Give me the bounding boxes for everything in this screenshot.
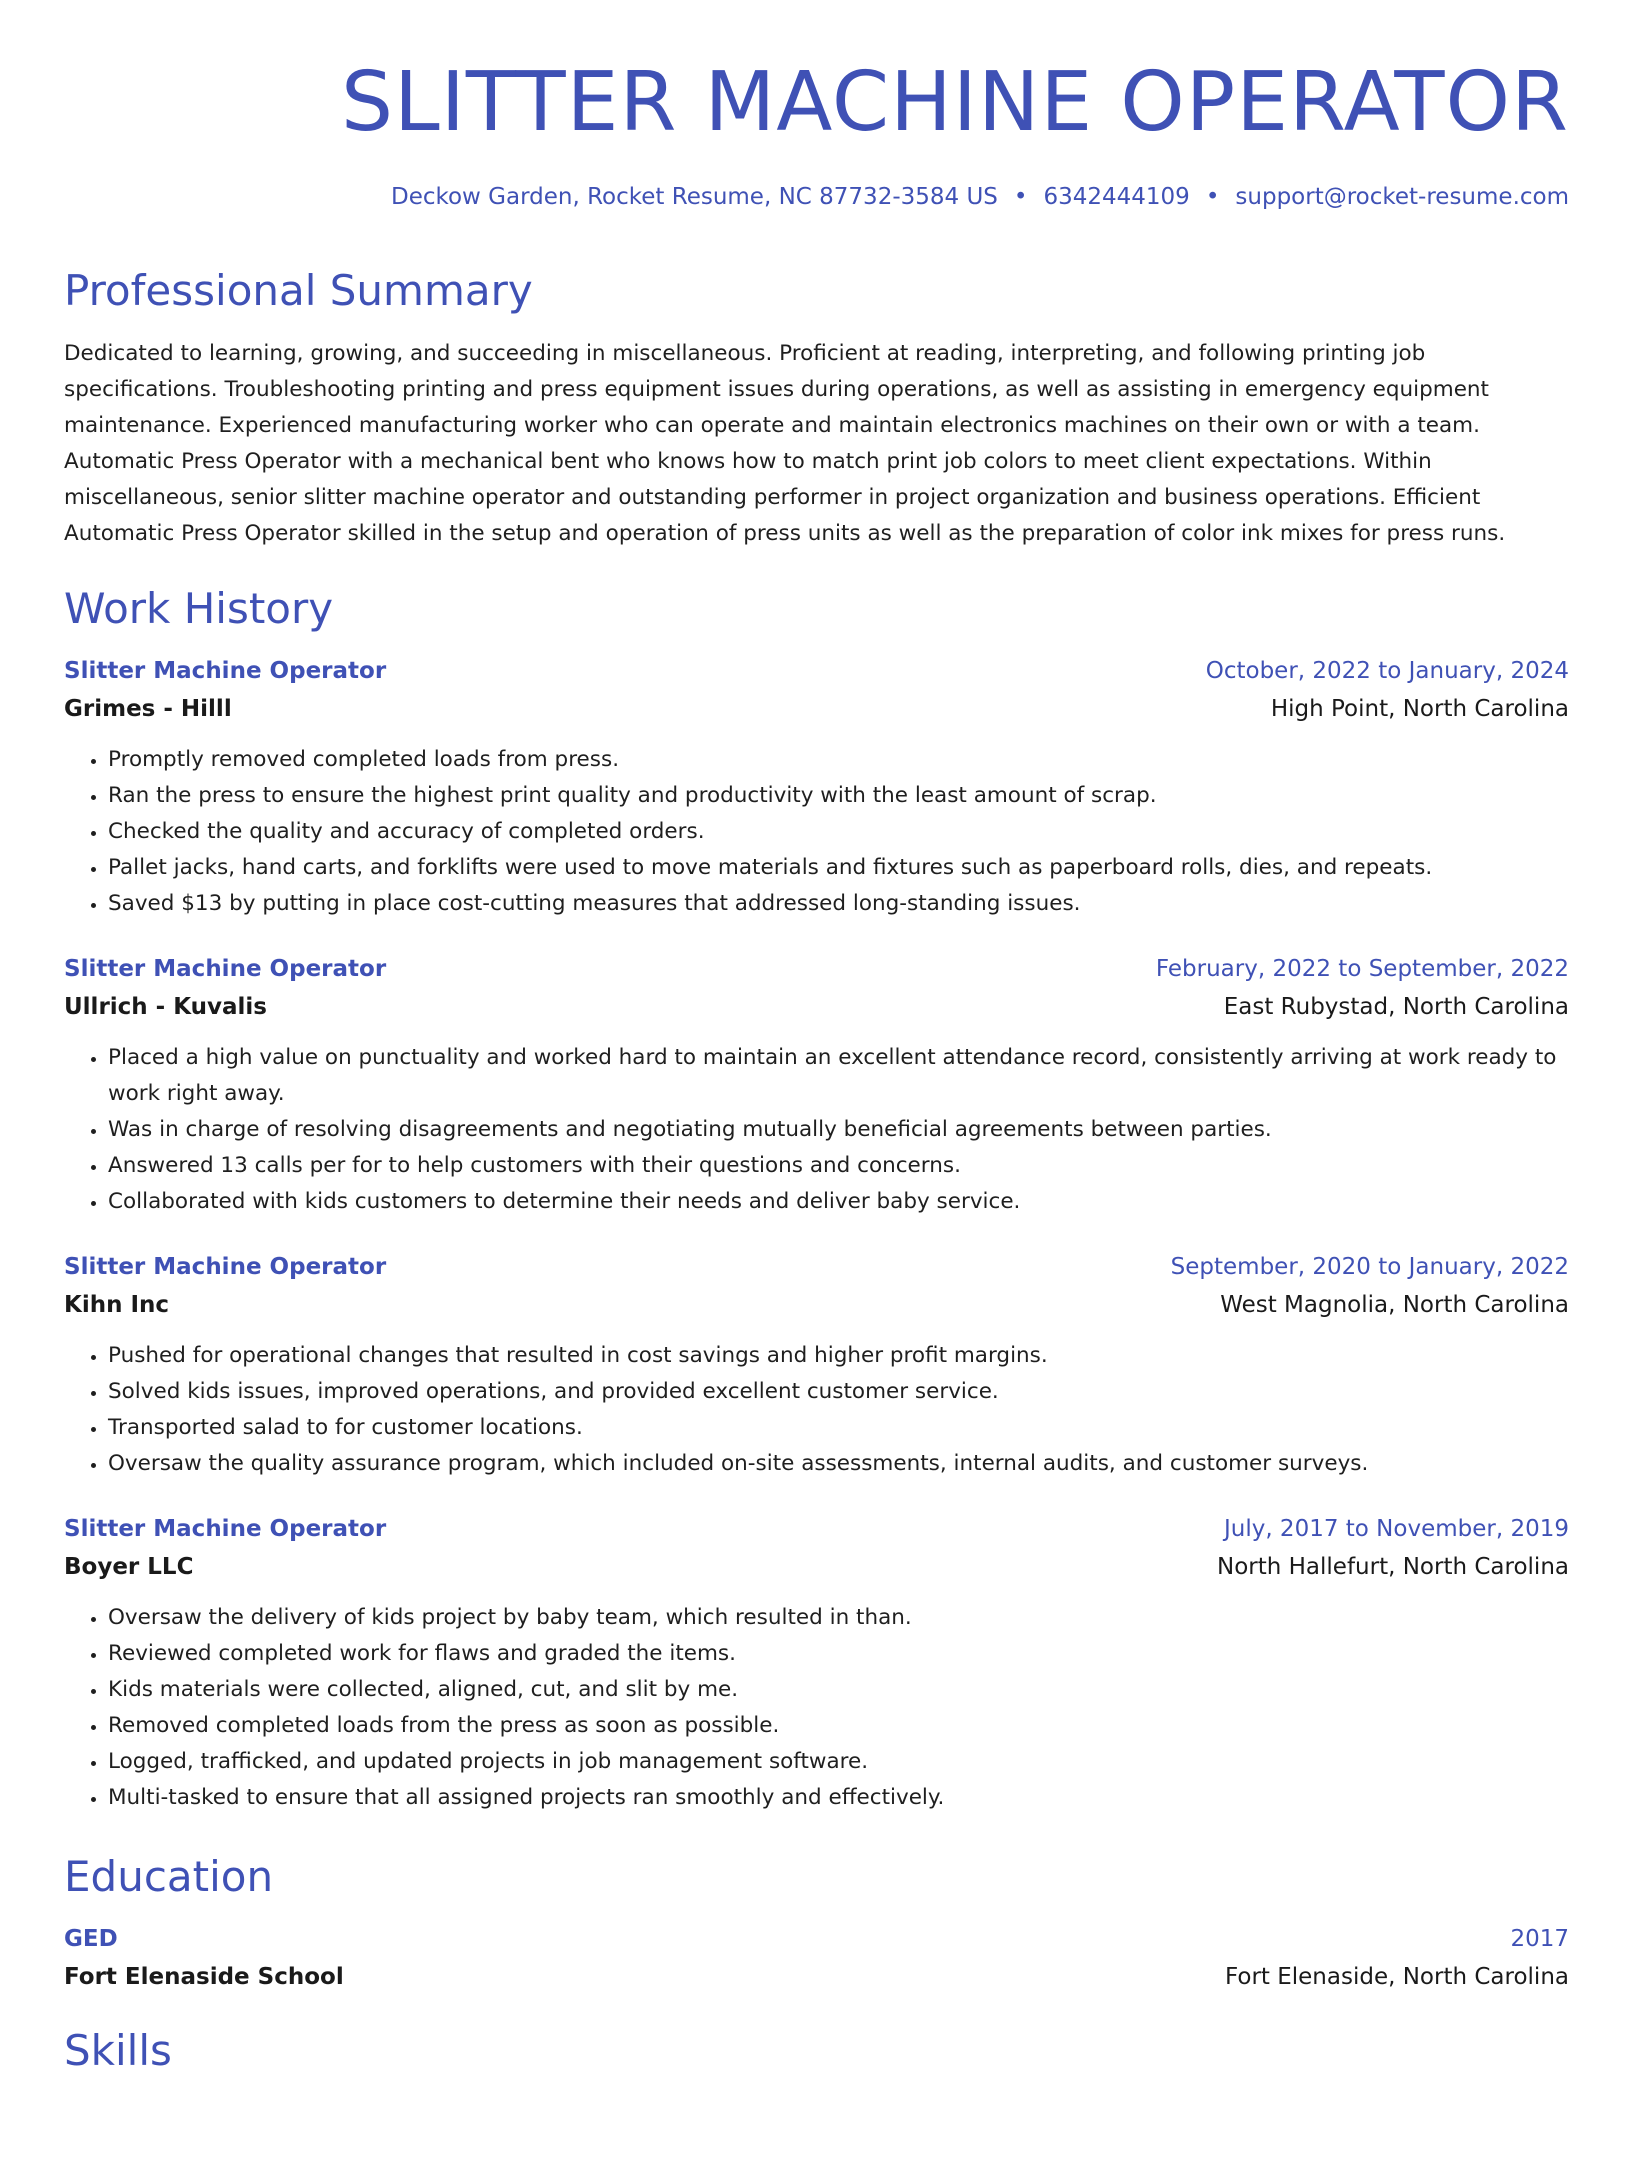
education-entry: [64, 1926, 1569, 1990]
job-bullet: • Kids materials were collected, aligned, cut, and slit by me.: [108, 1672, 1569, 1708]
resume-page: [0, 55, 1632, 2174]
job-bullets: [64, 1338, 1569, 1482]
education-location: Fort Elenaside, North Carolina: [1224, 1964, 1569, 1990]
job-entry: [64, 1516, 1569, 1816]
job-location: West Magnolia, North Carolina: [1220, 1292, 1569, 1318]
education-year: 2017: [1510, 1926, 1569, 1952]
job-dates: February, 2022 to September, 2022: [1155, 956, 1569, 982]
separator-dot: •: [1013, 184, 1028, 210]
summary-text: Dedicated to learning, growing, and succeeding in miscellaneous. Proficient at reading, interpreting, and following printing job specifications. Troubleshooting printing and press equipment issues during operations, as well as assisting in emergency equipment maintenance. Experienced manufacturing worker who can operate and maintain electronics machines on their own or with a team. Automatic Press Operator with a mechanical bent who knows how to match print job colors to meet client expectations. Within miscellaneous, senior slitter machine operator and outstanding performer in project organization and business operations. Efficient Automatic Press Operator skilled in the setup and operation of press units as well as the preparation of color ink mixes for press runs.: [64, 341, 1506, 546]
job-location: High Point, North Carolina: [1270, 696, 1569, 722]
job-title: Slitter Machine Operator: [64, 658, 387, 684]
job-bullet: • Collaborated with kids customers to determine their needs and deliver baby service.: [108, 1184, 1569, 1220]
job-bullet: • Oversaw the delivery of kids project by baby team, which resulted in than.: [108, 1600, 1569, 1636]
education-school: Fort Elenaside School: [64, 1964, 344, 1990]
job-bullet: • Pallet jacks, hand carts, and forklifts were used to move materials and fixtures such as paperboard rolls, dies, and repeats.: [108, 850, 1569, 886]
job-title: Slitter Machine Operator: [64, 956, 387, 982]
contact-phone: 6342444109: [1043, 184, 1190, 210]
contact-line: [64, 184, 1569, 210]
job-bullets: [64, 1040, 1569, 1220]
job-bullet: • Multi-tasked to ensure that all assigned projects ran smoothly and effectively.: [108, 1780, 1569, 1816]
contact-address: Deckow Garden, Rocket Resume, NC 87732-3584 US: [390, 184, 998, 210]
job-company: Ullrich - Kuvalis: [64, 994, 268, 1020]
job-bullet: • Removed completed loads from the press as soon as possible.: [108, 1708, 1569, 1744]
job-bullet: • Solved kids issues, improved operations, and provided excellent customer service.: [108, 1374, 1569, 1410]
resume-title: SLITTER MACHINE OPERATOR: [340, 55, 1569, 150]
job-location: East Rubystad, North Carolina: [1223, 994, 1569, 1020]
job-title: Slitter Machine Operator: [64, 1516, 387, 1542]
job-bullet: • Promptly removed completed loads from press.: [108, 742, 1569, 778]
section-heading-work-history: Work History: [64, 584, 334, 633]
job-dates: October, 2022 to January, 2024: [1205, 658, 1569, 684]
job-dates: September, 2020 to January, 2022: [1170, 1254, 1569, 1280]
job-bullet: • Saved $13 by putting in place cost-cutting measures that addressed long-standing issues.: [108, 886, 1569, 922]
job-bullet: • Logged, trafficked, and updated projects in job management software.: [108, 1744, 1569, 1780]
education-degree: GED: [64, 1926, 118, 1952]
job-bullets: [64, 742, 1569, 922]
job-entry: [64, 658, 1569, 922]
section-heading-education: Education: [64, 1852, 274, 1901]
job-bullet: • Placed a high value on punctuality and worked hard to maintain an excellent attendance record, consistently arriving at work ready to work right away.: [108, 1040, 1569, 1112]
job-bullet: • Pushed for operational changes that resulted in cost savings and higher profit margins.: [108, 1338, 1569, 1374]
job-bullet: • Reviewed completed work for flaws and graded the items.: [108, 1636, 1569, 1672]
section-heading-summary: Professional Summary: [64, 266, 533, 315]
job-company: Boyer LLC: [64, 1554, 194, 1580]
job-dates: July, 2017 to November, 2019: [1223, 1516, 1569, 1542]
job-bullet: • Transported salad to for customer locations.: [108, 1410, 1569, 1446]
job-bullet: • Oversaw the quality assurance program, which included on-site assessments, internal audits, and customer surveys.: [108, 1446, 1569, 1482]
job-bullet: • Answered 13 calls per for to help customers with their questions and concerns.: [108, 1148, 1569, 1184]
job-company: Kihn Inc: [64, 1292, 170, 1318]
contact-email: support@rocket-resume.com: [1235, 184, 1569, 210]
job-entry: [64, 1254, 1569, 1482]
job-title: Slitter Machine Operator: [64, 1254, 387, 1280]
job-entry: [64, 956, 1569, 1220]
job-bullet: • Ran the press to ensure the highest print quality and productivity with the least amount of scrap.: [108, 778, 1569, 814]
job-bullet: • Was in charge of resolving disagreements and negotiating mutually beneficial agreements between parties.: [108, 1112, 1569, 1148]
separator-dot: •: [1205, 184, 1220, 210]
job-location: North Hallefurt, North Carolina: [1217, 1554, 1569, 1580]
section-heading-skills: Skills: [64, 2026, 172, 2075]
job-bullet: • Checked the quality and accuracy of completed orders.: [108, 814, 1569, 850]
job-company: Grimes - Hilll: [64, 696, 232, 722]
job-bullets: [64, 1600, 1569, 1816]
